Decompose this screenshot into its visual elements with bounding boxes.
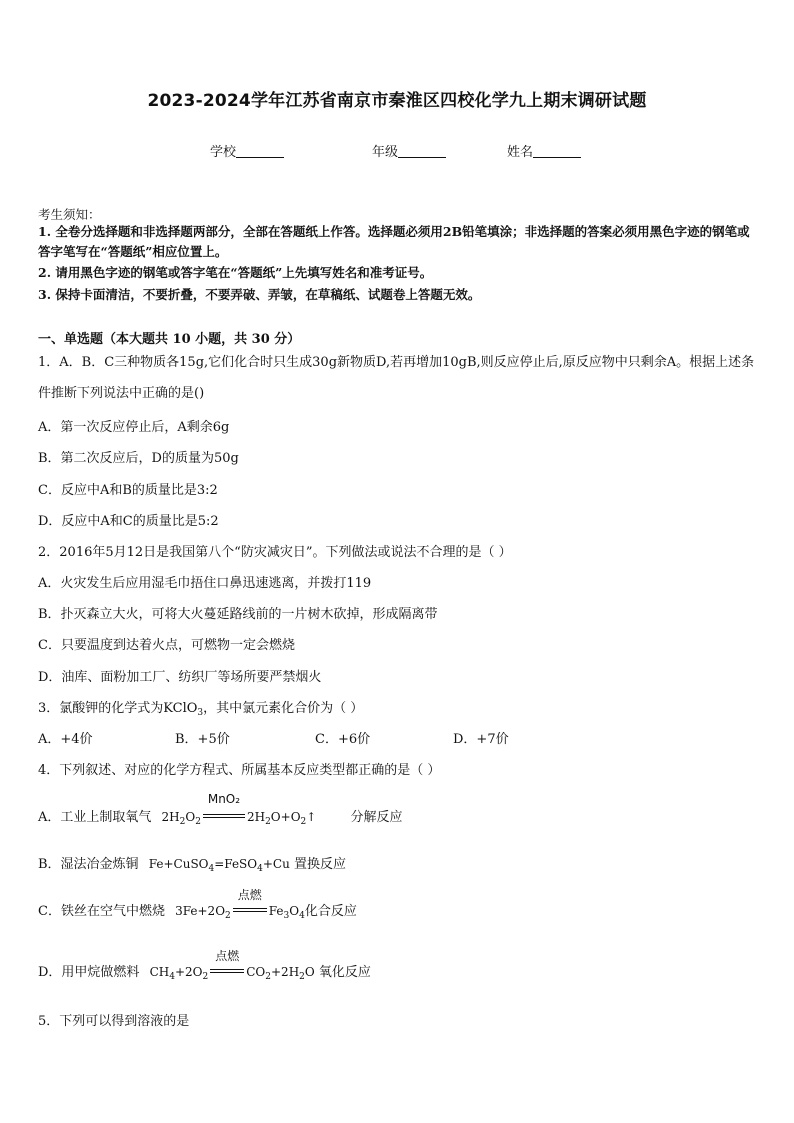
q3-option-d[interactable]: D．+7价 [453, 732, 509, 747]
notice-item-3: 3. 保持卡面清洁，不要折叠，不要弄破、弄皱，在草稿纸、试题卷上答题无效。 [38, 287, 481, 302]
school-blank[interactable] [236, 144, 284, 158]
q3-stem-sub: 3 [197, 708, 204, 718]
q5-stem: 5．下列可以得到溶液的是 [38, 1014, 190, 1029]
section-heading: 一、单选题（本大题共 10 小题，共 30 分） [38, 332, 301, 347]
q3-stem-text: 3．氯酸钾的化学式为KClO [38, 701, 198, 716]
q2-option-b[interactable]: B．扑灭森立大火，可将大火蔓延路线前的一片树木砍掉，形成隔离带 [38, 607, 438, 622]
q1-option-d[interactable]: D．反应中A和C的质量比是5:2 [38, 514, 219, 529]
name-label: 姓名 [507, 145, 534, 160]
q2-option-a[interactable]: A．火灾发生后应用湿毛巾捂住口鼻迅速逃离，并拨打119 [38, 576, 372, 591]
q4-b-type: 置换反应 [293, 857, 346, 872]
q3-option-a[interactable]: A．+4价 [38, 732, 93, 747]
q1-stem: 1．A．B．C三种物质各15g,它们化合时只生成30g新物质D,若再增加10gB,则反应停止后,原反应物中只剩余A。根据上述条件推断下列说法中正确的是() [38, 355, 755, 401]
notice-item-2: 2. 请用黑色字迹的钢笔或答字笔在“答题纸”上先填写姓名和准考证号。 [38, 265, 433, 280]
q3-option-b[interactable]: B．+5价 [175, 732, 230, 747]
student-info-fields [0, 141, 794, 161]
q3-option-c[interactable]: C．+6价 [315, 732, 371, 747]
q4-a-text: A．工业上制取氧气 [38, 810, 152, 825]
q1-option-c[interactable]: C．反应中A和B的质量比是3:2 [38, 483, 218, 498]
q4-d-equation: $CH_4+2O_2$ 点燃 $CO_2+2H_2O$ [149, 949, 315, 982]
grade-blank[interactable] [398, 144, 446, 158]
q4-option-b[interactable] [38, 853, 346, 874]
reaction-condition-arrow [233, 888, 267, 917]
name-blank[interactable] [533, 144, 581, 158]
q2-option-d[interactable]: D．油库、面粉加工厂、纺织厂等场所要严禁烟火 [38, 670, 322, 685]
q3-stem-tail: ，其中氯元素化合价为（ ） [203, 701, 364, 716]
q4-c-equation: $3Fe+2O_2$ 点燃 $Fe_3O_4$ [175, 888, 305, 921]
q4-a-condition: MnO₂ [207, 792, 241, 806]
q4-c-text: C．铁丝在空气中燃烧 [38, 904, 165, 919]
school-field[interactable] [210, 141, 284, 160]
q4-b-text: B．湿法冶金炼铜 [38, 857, 139, 872]
q4-option-a[interactable] [38, 792, 403, 827]
q4-b-equation: Fe+CuSO$_4$=FeSO$_4$+Cu [148, 857, 290, 874]
q4-d-text: D．用甲烷做燃料 [38, 965, 140, 980]
q1-option-b[interactable]: B．第二次反应后，D的质量为50g [38, 451, 239, 466]
q2-stem: 2．2016年5月12日是我国第八个“防灾减灾日”。下列做法或说法不合理的是（ ） [38, 545, 512, 560]
q4-c-type: 化合反应 [304, 904, 357, 919]
page-title: 2023-2024学年江苏省南京市秦淮区四校化学九上期末调研试题 [147, 91, 647, 111]
q4-a-type: 分解反应 [350, 810, 403, 825]
q1-option-a[interactable]: A．第一次反应停止后，A剩余6g [38, 420, 230, 435]
q3-stem [38, 697, 363, 718]
q4-option-d[interactable] [38, 949, 371, 982]
q4-a-equation: $2H_2O_2$ MnO₂ $2H_2O+O_2↑$ [161, 792, 317, 827]
reaction-condition-arrow [203, 792, 245, 823]
grade-label: 年级 [372, 145, 399, 160]
notice-heading: 考生须知： [38, 207, 101, 222]
q4-option-c[interactable] [38, 888, 357, 921]
notice-item-1: 1. 全卷分选择题和非选择题两部分，全部在答题纸上作答。选择题必须用2B铅笔填涂；非选择题的答案必须用黑色字迹的钢笔或答字笔写在“答题纸”相应位置上。 [38, 224, 750, 259]
school-label: 学校 [210, 145, 237, 160]
q4-stem: 4．下列叙述、对应的化学方程式、所属基本反应类型都正确的是（ ） [38, 763, 441, 778]
q4-d-type: 氧化反应 [318, 965, 371, 980]
q4-c-condition: 点燃 [237, 888, 262, 902]
name-field[interactable] [507, 141, 581, 160]
q4-d-condition: 点燃 [215, 949, 240, 963]
reaction-condition-arrow [210, 949, 244, 978]
grade-field[interactable] [372, 141, 446, 160]
q2-option-c[interactable]: C．只要温度到达着火点，可燃物一定会燃烧 [38, 638, 295, 653]
